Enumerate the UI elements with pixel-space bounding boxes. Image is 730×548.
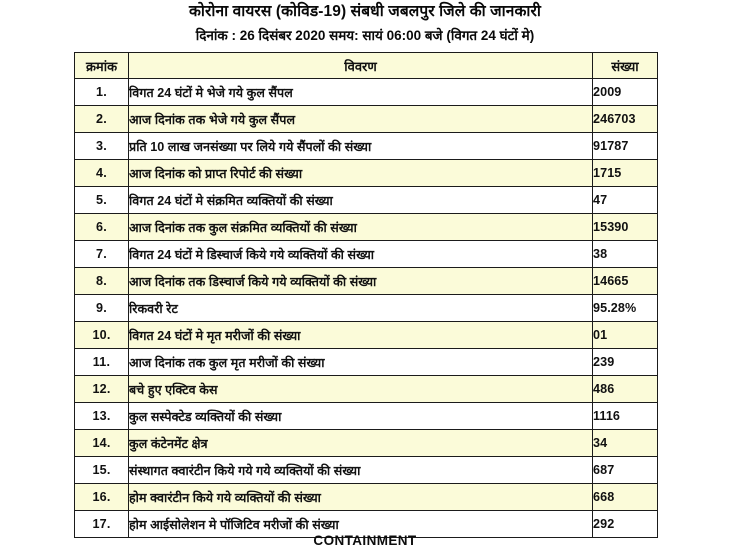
cell-count: 38 bbox=[593, 241, 658, 268]
cell-count: 292 bbox=[593, 511, 658, 538]
cell-count: 668 bbox=[593, 484, 658, 511]
cell-count: 15390 bbox=[593, 214, 658, 241]
cell-count: 1715 bbox=[593, 160, 658, 187]
table-header-row bbox=[75, 53, 658, 79]
cell-serial: 1. bbox=[75, 79, 129, 106]
cell-description: आज दिनांक को प्राप्त रिपोर्ट की संख्या bbox=[129, 160, 593, 187]
title-block bbox=[0, 0, 730, 46]
cell-count: 01 bbox=[593, 322, 658, 349]
cell-serial: 5. bbox=[75, 187, 129, 214]
cell-serial: 8. bbox=[75, 268, 129, 295]
cell-description: बचे हुए एक्टिव केस bbox=[129, 376, 593, 403]
table-row bbox=[75, 79, 658, 106]
table-header bbox=[75, 53, 658, 79]
cell-serial: 6. bbox=[75, 214, 129, 241]
cell-serial: 16. bbox=[75, 484, 129, 511]
cell-serial: 15. bbox=[75, 457, 129, 484]
cell-count: 95.28% bbox=[593, 295, 658, 322]
table-row bbox=[75, 484, 658, 511]
cell-count: 239 bbox=[593, 349, 658, 376]
cell-serial: 9. bbox=[75, 295, 129, 322]
table-row bbox=[75, 268, 658, 295]
footer-section-heading: CONTAINMENT bbox=[313, 533, 417, 548]
cell-description: विगत 24 घंटों मे संक्रमित व्यक्तियों की संख्या bbox=[129, 187, 593, 214]
cell-description: होम क्वारंटीन किये गये व्यक्तियों की संख्या bbox=[129, 484, 593, 511]
table-row bbox=[75, 376, 658, 403]
cell-description: आज दिनांक तक कुल संक्रमित व्यक्तियों की संख्या bbox=[129, 214, 593, 241]
cell-description: कुल कंटेनमेंट क्षेत्र bbox=[129, 430, 593, 457]
cell-serial: 7. bbox=[75, 241, 129, 268]
cell-description: होम आईसोलेशन मे पॉजिटिव मरीजों की संख्या bbox=[129, 511, 593, 538]
cell-description: विगत 24 घंटों मे भेजे गये कुल सैंपल bbox=[129, 79, 593, 106]
column-header-serial: क्रमांक bbox=[75, 53, 129, 79]
table-row bbox=[75, 241, 658, 268]
cell-count: 2009 bbox=[593, 79, 658, 106]
table-body bbox=[75, 79, 658, 538]
cell-description: आज दिनांक तक डिस्चार्ज किये गये व्यक्तियों की संख्या bbox=[129, 268, 593, 295]
cell-description: आज दिनांक तक भेजे गये कुल सैंपल bbox=[129, 106, 593, 133]
cell-description: प्रति 10 लाख जनसंख्या पर लिये गये सैंपलों की संख्या bbox=[129, 133, 593, 160]
table-row bbox=[75, 214, 658, 241]
column-header-description: विवरण bbox=[129, 53, 593, 79]
table-row bbox=[75, 430, 658, 457]
table-row bbox=[75, 106, 658, 133]
cell-serial: 17. bbox=[75, 511, 129, 538]
cell-serial: 13. bbox=[75, 403, 129, 430]
table-row bbox=[75, 295, 658, 322]
page-title: कोरोना वायरस (कोविड-19) संबधी जबलपुर जिले की जानकारी bbox=[189, 3, 541, 20]
cell-count: 14665 bbox=[593, 268, 658, 295]
cell-description: रिकवरी रेट bbox=[129, 295, 593, 322]
cell-serial: 12. bbox=[75, 376, 129, 403]
cell-serial: 2. bbox=[75, 106, 129, 133]
cell-description: विगत 24 घंटों मे मृत मरीजों की संख्या bbox=[129, 322, 593, 349]
cell-count: 1116 bbox=[593, 403, 658, 430]
table-row bbox=[75, 133, 658, 160]
cell-count: 687 bbox=[593, 457, 658, 484]
cell-serial: 14. bbox=[75, 430, 129, 457]
cell-description: विगत 24 घंटों मे डिस्चार्ज किये गये व्यक्तियों की संख्या bbox=[129, 241, 593, 268]
cell-count: 47 bbox=[593, 187, 658, 214]
cell-serial: 3. bbox=[75, 133, 129, 160]
page-subtitle-datetime: दिनांक : 26 दिसंबर 2020 समय: सायं 06:00 बजे (विगत 24 घंटों मे) bbox=[195, 28, 535, 43]
covid-stats-table-container bbox=[74, 52, 657, 538]
table-row bbox=[75, 187, 658, 214]
covid-stats-table bbox=[74, 52, 658, 538]
cell-description: आज दिनांक तक कुल मृत मरीजों की संख्या bbox=[129, 349, 593, 376]
column-header-count: संख्या bbox=[593, 53, 658, 79]
cell-description: कुल सस्पेक्टेड व्यक्तियों की संख्या bbox=[129, 403, 593, 430]
cell-count: 91787 bbox=[593, 133, 658, 160]
cell-count: 246703 bbox=[593, 106, 658, 133]
cell-count: 486 bbox=[593, 376, 658, 403]
table-row bbox=[75, 349, 658, 376]
table-row bbox=[75, 160, 658, 187]
cell-serial: 11. bbox=[75, 349, 129, 376]
cell-count: 34 bbox=[593, 430, 658, 457]
table-row bbox=[75, 322, 658, 349]
cell-serial: 10. bbox=[75, 322, 129, 349]
cell-description: संस्थागत क्वारंटीन किये गये गये व्यक्तियों की संख्या bbox=[129, 457, 593, 484]
table-row bbox=[75, 457, 658, 484]
table-row bbox=[75, 403, 658, 430]
cell-serial: 4. bbox=[75, 160, 129, 187]
